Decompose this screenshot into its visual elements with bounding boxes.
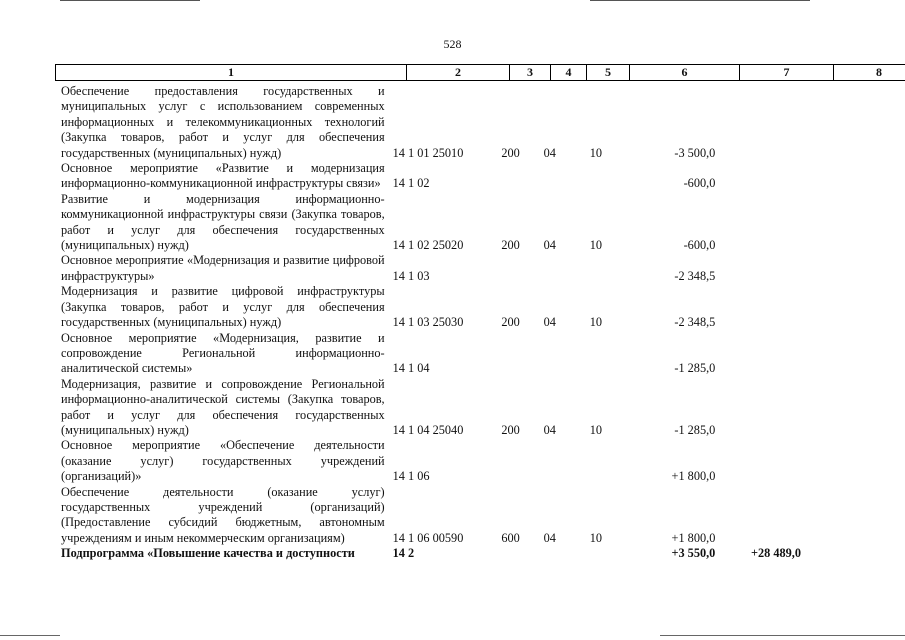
row-col-6: -1 285,0 (674, 422, 716, 437)
row-col-5: 10 (589, 145, 602, 160)
table-row (61, 438, 801, 484)
table-row (61, 192, 801, 254)
row-col-6: +3 550,0 (671, 546, 716, 561)
row-col-5: 10 (589, 238, 602, 253)
row-col-6: -1 285,0 (674, 361, 716, 376)
row-col-4: 04 (543, 145, 556, 160)
row-col-4: 04 (543, 422, 556, 437)
row-code: 14 1 03 (392, 268, 430, 283)
row-name: Модернизация, развитие и сопровождение Региональной информационно-аналитической системы (Закупка товаров, работ и услуг для обеспечения государственных (муниципальных) нужд) (61, 376, 385, 437)
table-row-subprogram (61, 546, 801, 561)
row-name: Обеспечение предоставления государственных и муниципальных услуг с использованием современных информационных и телекоммуникационных технологий (Закупка товаров, работ и услуг для обеспечения государственных (муниципальных) нужд) (61, 84, 385, 160)
header-col-3: 3 (510, 65, 551, 80)
row-col-6: +1 800,0 (671, 530, 716, 545)
row-name: Основное мероприятие «Обеспечение деятельности (оказание услуг) государственных учреждений (организаций)» (61, 438, 385, 484)
row-col-6: -3 500,0 (674, 145, 716, 160)
header-col-5: 5 (587, 65, 630, 80)
header-col-4: 4 (551, 65, 587, 80)
row-name: Развитие и модернизация информационно-коммуникационной инфраструктуры связи (Закупка товаров, работ и услуг для обеспечения государственных (муниципальных) нужд) (61, 191, 385, 253)
row-code: 14 1 04 (392, 361, 430, 376)
row-name: Модернизация и развитие цифровой инфраструктуры (Закупка товаров, работ и услуг для обеспечения государственных (муниципальных) нужд) (61, 284, 385, 330)
top-rule-right (590, 0, 810, 1)
row-col-4: 04 (543, 238, 556, 253)
row-code: 14 1 01 25010 (392, 145, 464, 160)
header-col-7: 7 (740, 65, 834, 80)
table-row (61, 284, 801, 330)
row-code: 14 1 03 25030 (392, 315, 464, 330)
row-code: 14 2 (392, 546, 415, 561)
row-col-3: 200 (501, 315, 520, 330)
table-row (61, 84, 801, 161)
table-row (61, 331, 801, 377)
row-col-6: -2 348,5 (674, 268, 716, 283)
table-body (61, 84, 801, 562)
row-col-6: -600,0 (683, 176, 716, 191)
row-code: 14 1 02 25020 (392, 238, 464, 253)
row-col-3: 200 (501, 422, 520, 437)
header-col-2: 2 (407, 65, 510, 80)
row-name: Основное мероприятие «Модернизация и развитие цифровой инфраструктуры» (61, 253, 385, 283)
row-code: 14 1 06 (392, 469, 430, 484)
row-col-4: 04 (543, 530, 556, 545)
table-row (61, 253, 801, 284)
row-name: Основное мероприятие «Развитие и модернизация информационно-коммуникационной инфраструктуры связи» (61, 161, 385, 191)
header-col-1: 1 (56, 65, 407, 80)
table-header (55, 64, 905, 81)
row-col-5: 10 (589, 530, 602, 545)
row-col-3: 600 (501, 530, 520, 545)
row-col-5: 10 (589, 315, 602, 330)
table-row (61, 377, 801, 439)
page-number: 528 (443, 37, 462, 51)
row-name: Основное мероприятие «Модернизация, развитие и сопровождение Региональной информационно-аналитической системы» (61, 330, 385, 376)
header-col-8: 8 (876, 65, 882, 79)
bottom-rule-right (660, 635, 905, 636)
top-rule-left (60, 0, 200, 1)
row-col-6: -2 348,5 (674, 315, 716, 330)
table-row (61, 485, 801, 547)
row-name: Подпрограмма «Повышение качества и доступности (61, 546, 355, 561)
row-col-4: 04 (543, 315, 556, 330)
row-col-6: +1 800,0 (671, 469, 716, 484)
header-col-6: 6 (630, 65, 740, 80)
row-col-6: -600,0 (683, 238, 716, 253)
row-name: Обеспечение деятельности (оказание услуг) государственных учреждений (организаций) (Предоставление субсидий бюджетным, автономным учреждениям и иным некоммерческим организациям) (61, 484, 385, 545)
row-col-3: 200 (501, 238, 520, 253)
row-code: 14 1 06 00590 (392, 530, 464, 545)
row-col-3: 200 (501, 145, 520, 160)
row-col-5: 10 (589, 422, 602, 437)
bottom-rule-left (0, 635, 60, 636)
row-code: 14 1 04 25040 (392, 422, 464, 437)
row-code: 14 1 02 (392, 176, 430, 191)
row-col-7: +28 489,0 (750, 546, 802, 561)
table-row (61, 161, 801, 192)
